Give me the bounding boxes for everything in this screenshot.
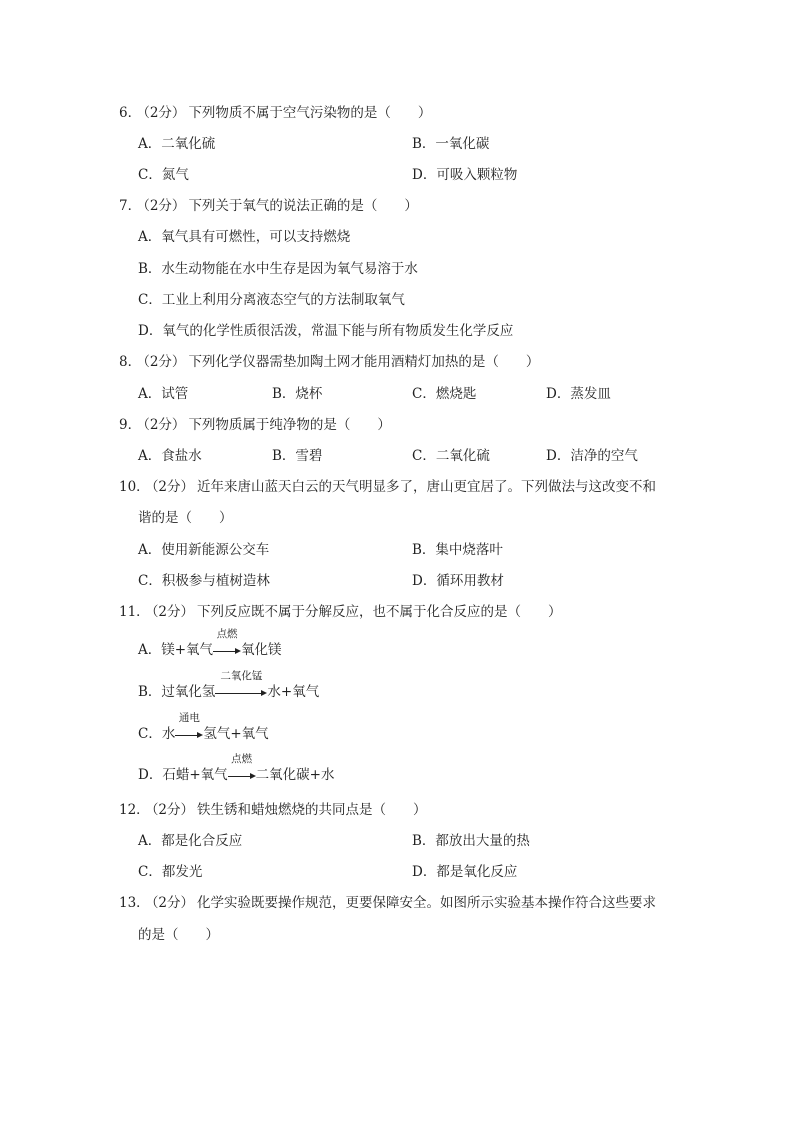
question-9 xyxy=(119,416,391,434)
option-8a: A．试管 xyxy=(138,386,189,402)
products: 二氧化碳+水 xyxy=(255,767,335,783)
option-label: D． xyxy=(138,767,163,783)
question-stem: 近年来唐山蓝天白云的天气明显多了，唐山更宜居了。下列做法与这改变不和 xyxy=(197,479,657,495)
reactants: 水 xyxy=(161,726,176,742)
question-score: （2分） xyxy=(143,417,186,433)
question-13 xyxy=(119,894,656,912)
option-8c: C．燃烧匙 xyxy=(412,386,477,402)
question-score: （2分） xyxy=(143,354,186,370)
question-number: 9． xyxy=(119,417,142,433)
option-8b: B．烧杯 xyxy=(272,386,323,402)
question-8 xyxy=(119,353,539,371)
reaction-arrow xyxy=(228,753,256,784)
question-score: （2分） xyxy=(143,105,186,121)
option-12b: B．都放出大量的热 xyxy=(412,833,530,849)
question-score: （2分） xyxy=(151,604,195,620)
reaction-condition: 点燃 xyxy=(231,753,253,765)
option-label: C． xyxy=(138,726,162,742)
reactants: 石蜡+氧气 xyxy=(162,767,228,783)
products: 氢气+氧气 xyxy=(203,726,269,742)
option-10c: C．积极参与植树造林 xyxy=(138,573,270,589)
products: 水+氧气 xyxy=(267,684,320,700)
option-7c: C．工业上利用分离液态空气的方法制取氧气 xyxy=(138,292,405,308)
question-number: 12． xyxy=(119,802,150,818)
question-score: （2分） xyxy=(151,895,195,911)
option-label: B． xyxy=(138,684,162,700)
reaction-condition: 点燃 xyxy=(216,628,238,640)
question-score: （2分） xyxy=(151,802,195,818)
question-stem: 下列反应既不属于分解反应，也不属于化合反应的是（ ） xyxy=(197,604,562,620)
option-9d: D．洁净的空气 xyxy=(546,448,638,464)
reaction-condition: 二氧化锰 xyxy=(220,670,263,682)
option-11a xyxy=(138,628,282,659)
reactants: 镁+氧气 xyxy=(161,642,214,658)
option-7a: A．氧气具有可燃性，可以支持燃烧 xyxy=(138,229,351,245)
question-10 xyxy=(119,478,656,496)
reaction-arrow xyxy=(215,670,267,701)
option-11c xyxy=(138,712,269,743)
products: 氧化镁 xyxy=(241,642,282,658)
question-13-stem-continued: 的是（ ） xyxy=(138,927,219,943)
arrow-icon xyxy=(213,646,241,656)
option-7d: D．氧气的化学性质很活泼，常温下能与所有物质发生化学反应 xyxy=(138,323,514,339)
reaction-arrow xyxy=(175,712,203,743)
option-9a: A．食盐水 xyxy=(138,448,202,464)
question-number: 8． xyxy=(119,354,142,370)
option-11d xyxy=(138,753,335,784)
question-7 xyxy=(119,197,418,215)
option-10b: B．集中烧落叶 xyxy=(412,542,503,558)
question-12 xyxy=(119,801,427,819)
option-6c: C．氮气 xyxy=(138,167,189,183)
question-number: 10． xyxy=(119,479,150,495)
option-11b xyxy=(138,670,320,701)
question-6 xyxy=(119,104,431,122)
question-stem: 铁生锈和蜡烛燃烧的共同点是（ ） xyxy=(197,802,427,818)
question-score: （2分） xyxy=(143,198,186,214)
question-number: 13． xyxy=(119,895,150,911)
reactants: 过氧化氢 xyxy=(161,684,216,700)
option-9b: B．雪碧 xyxy=(272,448,323,464)
question-11 xyxy=(119,603,562,621)
option-10d: D．循环用教材 xyxy=(412,573,504,589)
question-stem: 化学实验既要操作规范，更要保障安全。如图所示实验基本操作符合这些要求 xyxy=(197,895,657,911)
option-label: A． xyxy=(138,642,162,658)
arrow-icon xyxy=(215,688,267,698)
option-6d: D．可吸入颗粒物 xyxy=(412,167,518,183)
question-number: 11． xyxy=(119,604,150,620)
arrow-icon xyxy=(175,730,203,740)
question-number: 6． xyxy=(119,105,142,121)
question-stem: 下列物质不属于空气污染物的是（ ） xyxy=(188,105,432,121)
question-stem: 下列化学仪器需垫加陶土网才能用酒精灯加热的是（ ） xyxy=(188,354,540,370)
arrow-icon xyxy=(228,771,256,781)
question-stem: 下列关于氧气的说法正确的是（ ） xyxy=(188,198,418,214)
reaction-condition: 通电 xyxy=(178,712,200,724)
option-12a: A．都是化合反应 xyxy=(138,833,243,849)
question-stem: 下列物质属于纯净物的是（ ） xyxy=(188,417,391,433)
option-6b: B．一氧化碳 xyxy=(412,136,490,152)
reaction-arrow xyxy=(213,628,241,659)
option-12d: D．都是氧化反应 xyxy=(412,864,518,880)
question-score: （2分） xyxy=(151,479,195,495)
option-8d: D．蒸发皿 xyxy=(546,386,611,402)
question-number: 7． xyxy=(119,198,142,214)
question-10-stem-continued: 谐的是（ ） xyxy=(138,510,233,526)
option-7b: B．水生动物能在水中生存是因为氧气易溶于水 xyxy=(138,261,418,277)
option-12c: C．都发光 xyxy=(138,864,203,880)
option-9c: C．二氧化硫 xyxy=(412,448,490,464)
option-6a: A．二氧化硫 xyxy=(138,136,216,152)
option-10a: A．使用新能源公交车 xyxy=(138,542,270,558)
